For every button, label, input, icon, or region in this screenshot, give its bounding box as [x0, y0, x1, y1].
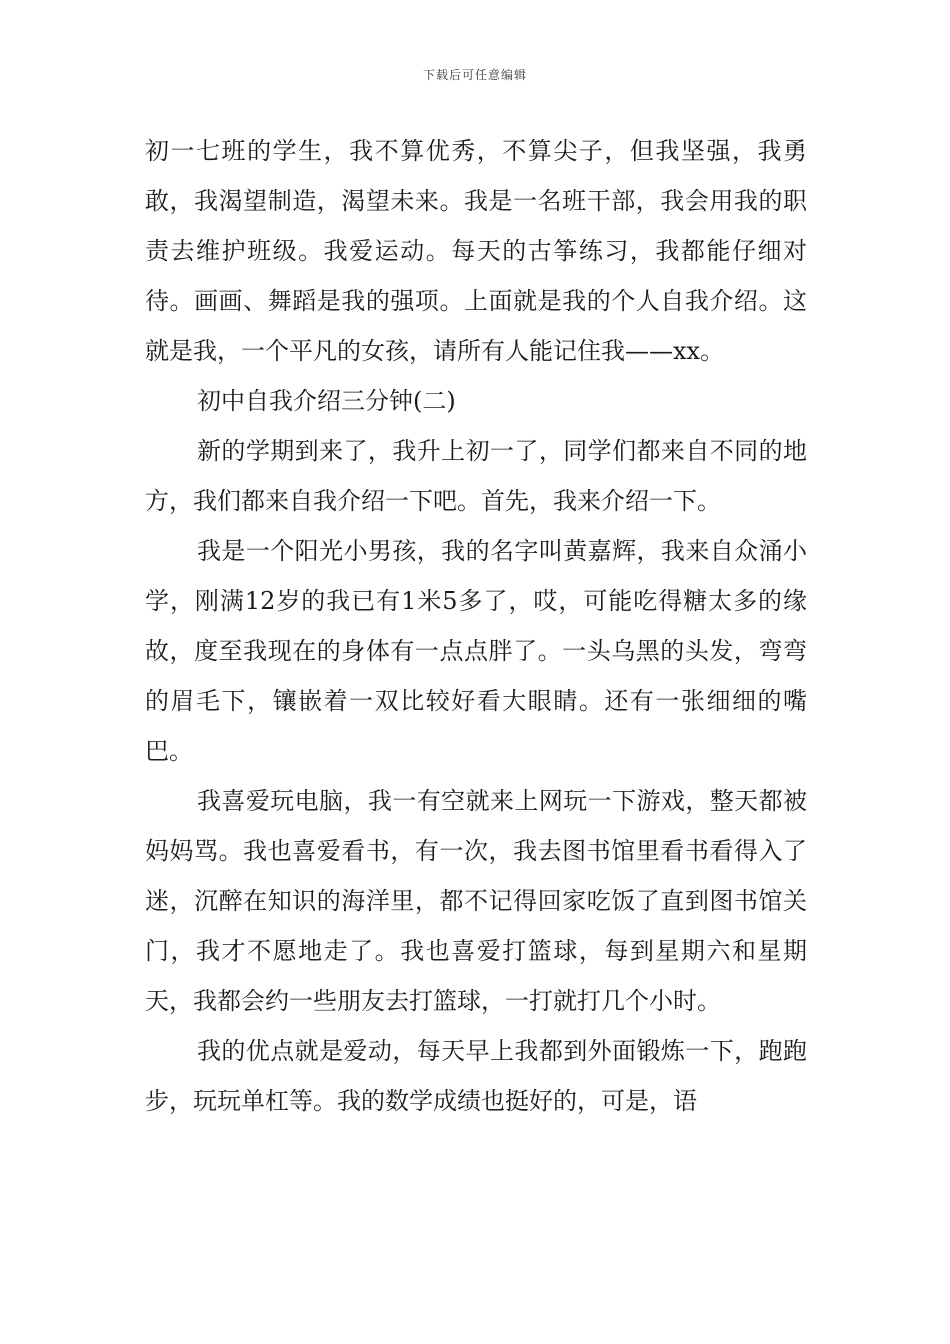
- document-body: [145, 126, 807, 1126]
- paragraph: 我的优点就是爱动，每天早上我都到外面锻炼一下，跑跑步，玩玩单杠等。我的数学成绩也挺好的，可是，语: [145, 1037, 807, 1115]
- header-note: 下载后可任意编辑: [422, 68, 527, 82]
- section-heading: 初中自我介绍三分钟(二): [197, 387, 456, 415]
- paragraph: 我是一个阳光小男孩，我的名字叫黄嘉辉，我来自众涌小学，刚满12岁的我已有1米5多了，哎，可能吃得糖太多的缘故，度至我现在的身体有一点点胖了。一头乌黑的头发，弯弯的眉毛下，镶嵌着一双比较好看大眼睛。还有一张细细的嘴巴。: [145, 537, 807, 765]
- paragraph-continuation: 初一七班的学生，我不算优秀，不算尖子，但我坚强，我勇敢，我渴望制造，渴望未来。我是一名班干部，我会用我的职责去维护班级。我爱运动。每天的古筝练习，我都能仔细对待。画画、舞蹈是我的强项。上面就是我的个人自我介绍。这就是我，一个平凡的女孩，请所有人能记住我——xx。: [145, 137, 807, 365]
- paragraph: 新的学期到来了，我升上初一了，同学们都来自不同的地方，我们都来自我介绍一下吧。首先，我来介绍一下。: [145, 437, 807, 515]
- paragraph: 我喜爱玩电脑，我一有空就来上网玩一下游戏，整天都被妈妈骂。我也喜爱看书，有一次，我去图书馆里看书看得入了迷，沉醉在知识的海洋里，都不记得回家吃饭了直到图书馆关门，我才不愿地走了。我也喜爱打篮球，每到星期六和星期天，我都会约一些朋友去打篮球，一打就打几个小时。: [145, 787, 807, 1015]
